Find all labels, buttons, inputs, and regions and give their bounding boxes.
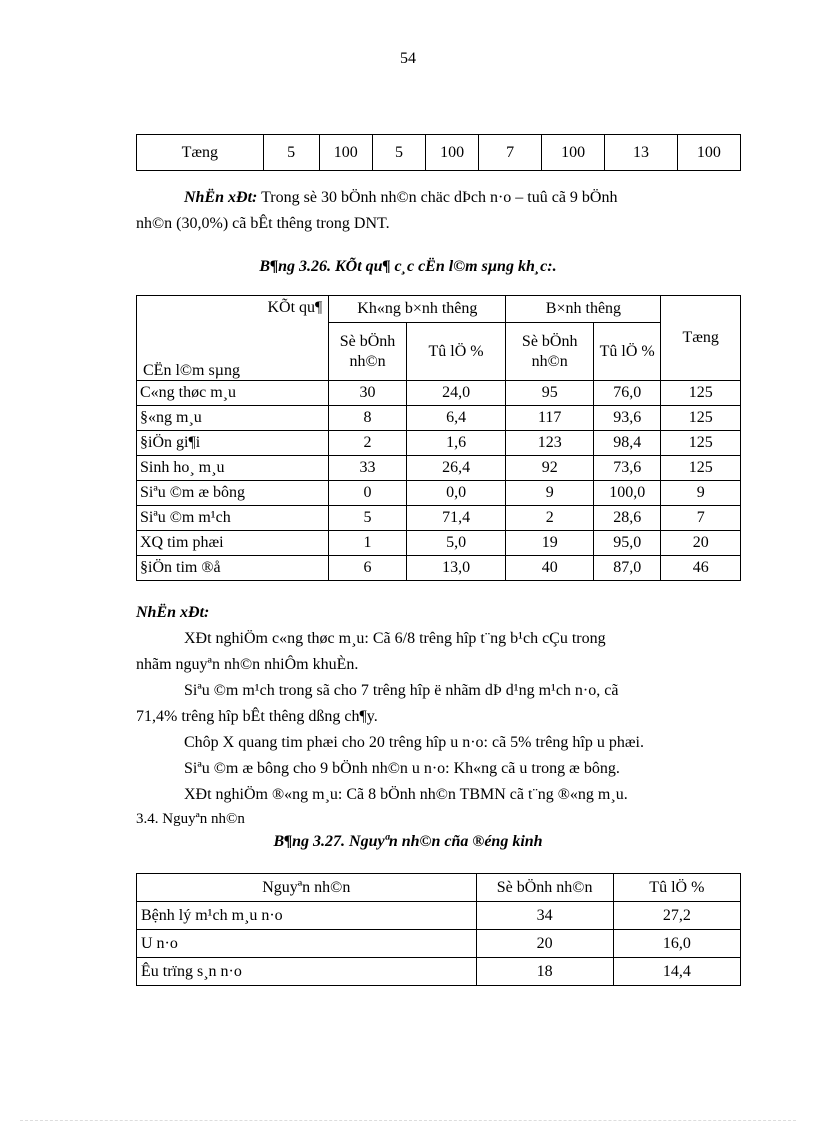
table-cell: 2 xyxy=(329,431,407,456)
note1-text-line1: Trong sè 30 bÖnh nh©n chäc dÞch n·o – tuû cã 9 bÖnh xyxy=(257,189,618,206)
table-cell: 6,4 xyxy=(406,406,506,431)
table-cell: 95 xyxy=(506,381,594,406)
table-cell: §iÖn gi¶i xyxy=(137,431,329,456)
table-row xyxy=(137,556,741,581)
table-row xyxy=(137,958,741,986)
table-cell: 125 xyxy=(661,406,741,431)
section-heading: 3.4. Nguyªn nh©n xyxy=(136,811,245,827)
table-header-row xyxy=(137,874,741,902)
table-cell: 8 xyxy=(329,406,407,431)
table-cell: 27,2 xyxy=(613,902,740,930)
table-cell: 20 xyxy=(661,531,741,556)
table-cell: 125 xyxy=(661,431,741,456)
table-row xyxy=(137,930,741,958)
table-cell: Êu trïng s¸n n·o xyxy=(137,958,477,986)
note2-body xyxy=(136,626,741,808)
table-cell: 16,0 xyxy=(613,930,740,958)
table-cell: 117 xyxy=(506,406,594,431)
table-row xyxy=(137,135,741,171)
table327 xyxy=(136,873,741,986)
table-cell: 98,4 xyxy=(594,431,661,456)
table326 xyxy=(136,295,741,581)
note2-line: Chôp X quang tim phæi cho 20 trêng hîp u n·o: cã 5% trêng hîp u phæi. xyxy=(184,734,644,751)
table-row xyxy=(137,431,741,456)
table-cell: §iÖn tim ®å xyxy=(137,556,329,581)
table-cell: 5 xyxy=(263,135,319,171)
table327-header: Sè bÖnh nh©n xyxy=(476,874,613,902)
table-cell: 40 xyxy=(506,556,594,581)
table-cell: Sinh ho¸ m¸u xyxy=(137,456,329,481)
table-cell: 93,6 xyxy=(594,406,661,431)
table-cell: 9 xyxy=(661,481,741,506)
table-cell: 7 xyxy=(661,506,741,531)
table-cell: 95,0 xyxy=(594,531,661,556)
table-row xyxy=(137,406,741,431)
table-cell: 20 xyxy=(476,930,613,958)
table-cell: 0,0 xyxy=(406,481,506,506)
table-cell: 28,6 xyxy=(594,506,661,531)
table327-header: Nguyªn nh©n xyxy=(137,874,477,902)
table-cell: 7 xyxy=(479,135,542,171)
table-cell: 9 xyxy=(506,481,594,506)
table-cell: Siªu ©m æ bông xyxy=(137,481,329,506)
note2-line: Siªu ©m m¹ch trong sã cho 7 trêng hîp ë nhãm dÞ d¹ng m¹ch n·o, cã xyxy=(184,682,619,699)
table-cell: 18 xyxy=(476,958,613,986)
table-cell: 13 xyxy=(605,135,678,171)
page-number: 54 xyxy=(400,50,416,67)
table326-corner-cell xyxy=(137,296,329,381)
table-row xyxy=(137,481,741,506)
table-cell: 46 xyxy=(661,556,741,581)
note1 xyxy=(136,185,741,237)
table-row xyxy=(137,381,741,406)
table326-header-bottom-left: CËn l©m sµng xyxy=(143,362,240,379)
table-header-row xyxy=(137,296,741,323)
table-cell: 30 xyxy=(329,381,407,406)
note1-text-line2: nh©n (30,0%) cã bÊt thêng trong DNT. xyxy=(136,215,390,232)
table-cell: 34 xyxy=(476,902,613,930)
table326-sub-rate2: Tû lÖ % xyxy=(594,323,661,381)
table326-caption: B¶ng 3.26. KÕt qu¶ c¸c cËn l©m sµng kh¸c:. xyxy=(259,258,557,275)
table-cell: 14,4 xyxy=(613,958,740,986)
table326-sub-rate1: Tû lÖ % xyxy=(406,323,506,381)
table-cell: 5 xyxy=(372,135,425,171)
table-cell: 24,0 xyxy=(406,381,506,406)
table-cell: 2 xyxy=(506,506,594,531)
table326-group2: B×nh thêng xyxy=(506,296,661,323)
table-cell: 0 xyxy=(329,481,407,506)
table-cell: U n·o xyxy=(137,930,477,958)
table-cell: 26,4 xyxy=(406,456,506,481)
total-row-table xyxy=(136,134,741,171)
table-cell: 100 xyxy=(319,135,372,171)
table327-caption: B¶ng 3.27. Nguyªn nh©n cña ®éng kinh xyxy=(273,833,543,850)
page-bottom-rule xyxy=(20,1120,796,1121)
note2-line: XÐt nghiÖm c«ng thøc m¸u: Cã 6/8 trêng hîp t¨ng b¹ch cÇu trong xyxy=(184,630,606,647)
table-cell: 125 xyxy=(661,381,741,406)
note2-line: 71,4% trêng hîp bÊt thêng dßng ch¶y. xyxy=(136,708,378,725)
note2-line: Siªu ©m æ bông cho 9 bÖnh nh©n u n·o: Kh«ng cã u trong æ bông. xyxy=(184,760,620,777)
note2-line: XÐt nghiÖm ®«ng m¸u: Cã 8 bÖnh nh©n TBMN cã t¨ng ®«ng m¸u. xyxy=(184,786,628,803)
note2-line: nhãm nguyªn nh©n nhiÔm khuÈn. xyxy=(136,656,359,673)
table-cell: 100,0 xyxy=(594,481,661,506)
note1-label: NhËn xÐt: xyxy=(184,189,258,206)
table-cell: Siªu ©m m¹ch xyxy=(137,506,329,531)
table-cell: 87,0 xyxy=(594,556,661,581)
table-cell: 92 xyxy=(506,456,594,481)
table326-sub-count2: Sè bÖnh nh©n xyxy=(506,323,594,381)
table326-group1: Kh«ng b×nh thêng xyxy=(329,296,506,323)
table-cell: 123 xyxy=(506,431,594,456)
table-row xyxy=(137,506,741,531)
table-cell: C«ng thøc m¸u xyxy=(137,381,329,406)
table-cell: 76,0 xyxy=(594,381,661,406)
table-cell: 5,0 xyxy=(406,531,506,556)
table-cell: §«ng m¸u xyxy=(137,406,329,431)
table-cell: 1,6 xyxy=(406,431,506,456)
table-cell: 33 xyxy=(329,456,407,481)
table-cell: 73,6 xyxy=(594,456,661,481)
table326-sub-count: Sè bÖnh nh©n xyxy=(329,323,407,381)
table-cell: 6 xyxy=(329,556,407,581)
table326-header-top-right: KÕt qu¶ xyxy=(267,299,323,316)
table-cell: Bệnh lý m¹ch m¸u n·o xyxy=(137,902,477,930)
table-cell: Tæng xyxy=(137,135,264,171)
table326-total-header: Tæng xyxy=(661,296,741,381)
note2-label: NhËn xÐt: xyxy=(136,604,210,621)
table-cell: 100 xyxy=(425,135,478,171)
table-cell: 13,0 xyxy=(406,556,506,581)
table327-header: Tû lÖ % xyxy=(613,874,740,902)
table-cell: 71,4 xyxy=(406,506,506,531)
table-cell: XQ tim phæi xyxy=(137,531,329,556)
table-row xyxy=(137,456,741,481)
table-cell: 125 xyxy=(661,456,741,481)
table-cell: 5 xyxy=(329,506,407,531)
table-cell: 100 xyxy=(677,135,740,171)
table-cell: 100 xyxy=(542,135,605,171)
table-row xyxy=(137,902,741,930)
table-cell: 1 xyxy=(329,531,407,556)
table-cell: 19 xyxy=(506,531,594,556)
table-row xyxy=(137,531,741,556)
